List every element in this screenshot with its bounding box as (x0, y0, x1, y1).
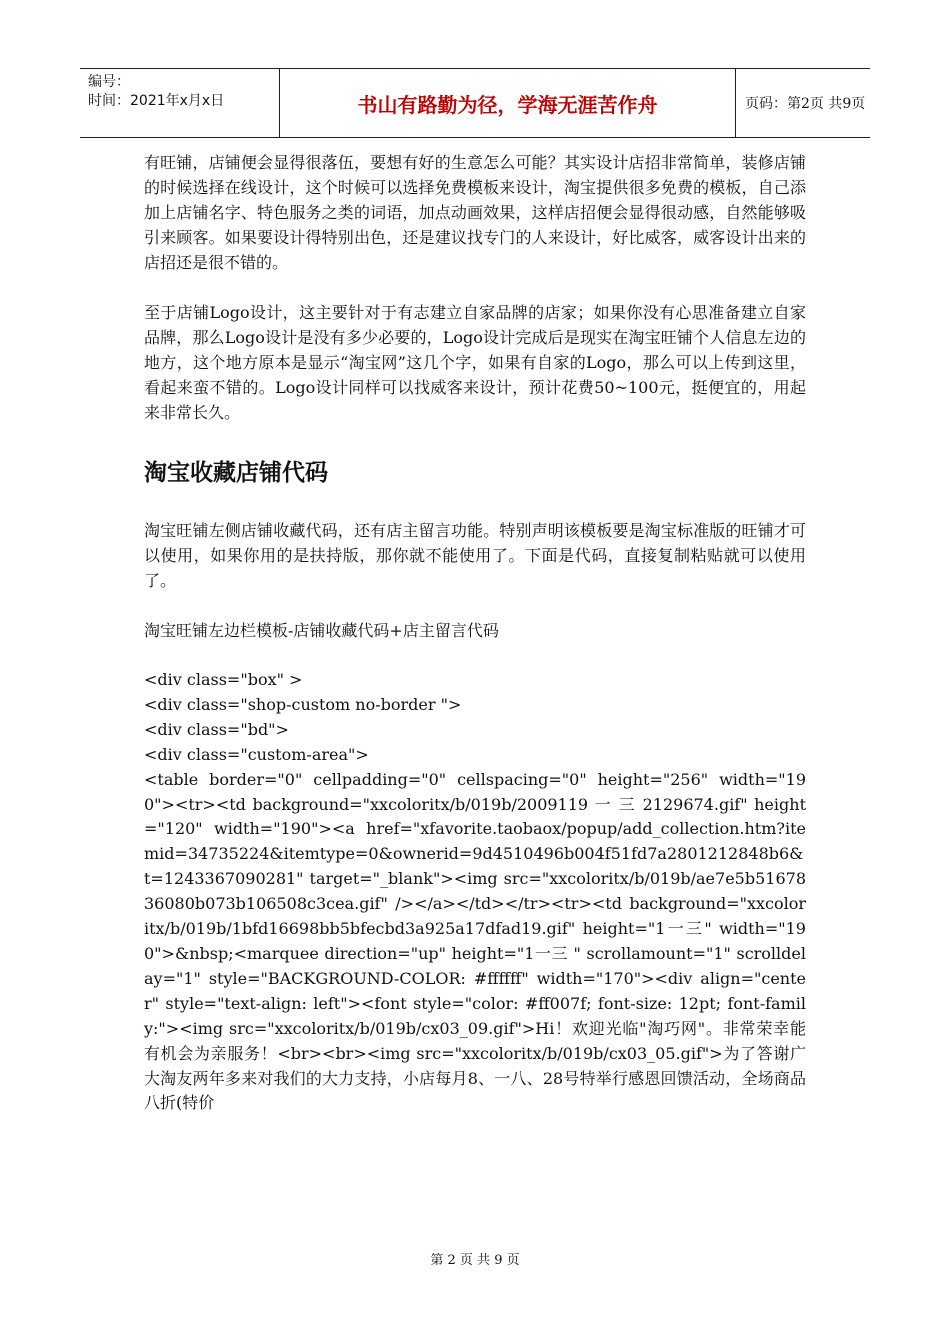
page-footer: 第 2 页 共 9 页 (430, 1253, 520, 1268)
paragraph-shop-sign: 有旺铺，店铺便会显得很落伍，要想有好的生意怎么可能？其实设计店招非常简单，装修店铺的时候选择在线设计，这个时候可以选择免费模板来设计，淘宝提供很多免费的模板，自己添加上店铺名字、特色服务之类的词语，加点动画效果，这样店招便会显得很动感，自然能够吸引来顾客。如果要设计得特别出色，还是建议找专门的人来设计，好比威客，威客设计出来的店招还是很不错的。 (144, 153, 806, 272)
paragraph-logo-design: 至于店铺Logo设计，这主要针对于有志建立自家品牌的店家；如果你没有心思准备建立自家品牌，那么Logo设计是没有多少必要的，Logo设计完成后是现实在淘宝旺铺个人信息左边的地方，这个地方原本是显示“淘宝网”这几个字，如果有自家的Logo，那么可以上传到这里，看起来蛮不错的。Logo设计同样可以找威客来设计，预计花费50~100元，挺便宜的，用起来非常长久。 (144, 303, 806, 422)
paragraph-template-title: 淘宝旺铺左边栏模板-店铺收藏代码+店主留言代码 (144, 621, 499, 640)
code-block: <table border="0" cellpadding="0" cellspacing="0" height="256" width="190"><tr><td background="xxcoloritx/b/019b/2009119 一 三 2129674.gif" height="120" width="190"><a href="xfavorite.taobaox/popup/add_collection.htm?itemid=34735224&itemtype=0&ownerid=9d4510496b004f51fd7a2801212848b6&t=1243367090281" target="_blank"><img src="xxcoloritx/b/019b/ae7e5b5167836080b073b106508c3cea.gif" /></a></td></tr><tr><td background="xxcoloritx/b/019b/1bfd16698bb5bfecbd3a925a17dfad19.gif" height="1一三" width="190">&nbsp;<marquee direction="up" height="1一三 " scrollamount="1" scrolldelay="1" style="BACKGROUND-COLOR: #ffffff" width="170"><div align="center" style="text-align: left"><font style="color: #ff007f; font-size: 12pt; font-family:"><img src="xxcoloritx/b/019b/cx03_09.gif">Hi！欢迎光临"淘巧网"。非常荣幸能有机会为亲服务！<br><br><img src="xxcoloritx/b/019b/cx03_05.gif">为了答谢广大淘友两年多来对我们的大力支持，小店每月8、一八、28号特举行感恩回馈活动，全场商品八折(特价 (144, 769, 806, 1113)
paragraph-collect-code: 淘宝旺铺左侧店铺收藏代码，还有店主留言功能。特别声明该模板要是淘宝标准版的旺铺才可以使用，如果你用的是扶持版，那你就不能使用了。下面是代码，直接复制粘贴就可以使用了。 (144, 521, 806, 590)
header-page-number: 页码：第2页 共9页 (745, 96, 866, 112)
document-time: 时间：2021年x月x日 (88, 93, 225, 109)
code-line: <div class="shop-custom no-border "> (144, 694, 462, 714)
code-line: <div class="box" > (144, 670, 303, 689)
page-header (80, 68, 870, 138)
code-line: <div class="bd"> (144, 719, 289, 739)
header-meta (80, 69, 280, 137)
document-body (144, 150, 806, 1116)
code-line: <div class="custom-area"> (144, 744, 369, 764)
header-motto: 书山有路勤为径，学海无涯苦作舟 (280, 69, 736, 137)
document-number: 编号： (88, 74, 130, 90)
section-heading: 淘宝收藏店铺代码 (144, 460, 328, 486)
